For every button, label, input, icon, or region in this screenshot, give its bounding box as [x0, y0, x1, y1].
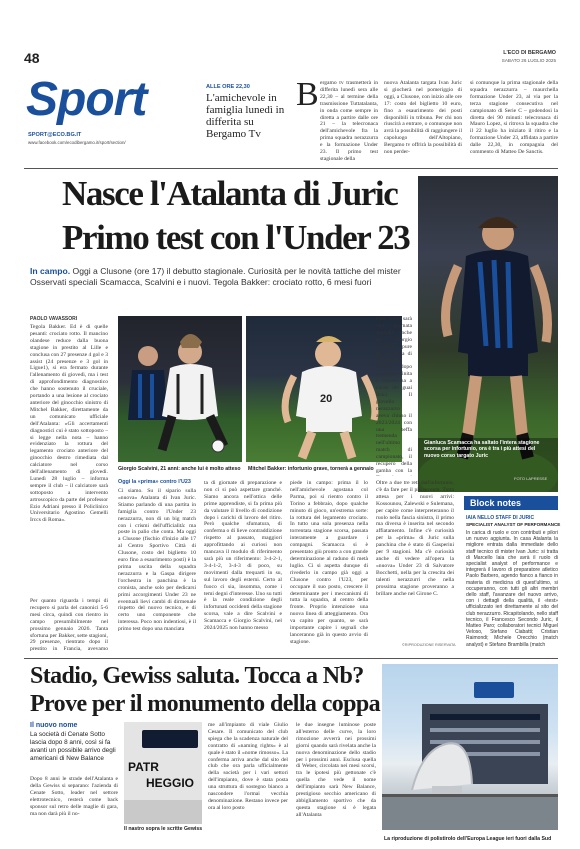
- teaser-dropcap: B: [296, 76, 319, 113]
- bottom-col3: le due insegne luminose poste all'esterno delle curve, la loro rimozione avverrà nei prossimi giorni quando sarà rivelata anche la nuova denominazione dello stadio per i prossimi anni. Esclusa quella di Weber, circolata nei mesi scorsi, tra le ipotesi più gettonate c'è quella che vede il nome dell'impianto sarà New Balance, prestigioso secchio americano di abbigliamento sportivo che da questa stagione si è legata all'Atalanta: [296, 722, 376, 818]
- tv-time: ALLE ORE 22,30: [206, 84, 250, 90]
- article-col5: Così come sarà una giornata speciale anche per Giorgio Scalvini, pure lui in cerca di immediato rilancio dopo un'annata finita e burrascosa a causa dei guai fisici. Il giovello nerazzurro aveva chiuso il 2023/2024 con una beffa tremenda nell'ultimo match di campionato, il recupero della gamba con la: [376, 316, 412, 474]
- scamacca-credit: FOTO LAPRESSE: [514, 476, 548, 481]
- article-col4: piede in campo: prima il lo nell'amichevole agostana col Parma, poi si rientro contro il Torino a febbraio, dopo qualche minuto di gioco, un'estrema sorte: la rottura del legamento crociato. In tutto una sola presenza nella torrentata stagione scorsa, passata interamente a guardare i compagni. Scamacca si è presentato giù pronto a con grande determinazione al raduno di metà luglio. Ci si aspetta dunque di rivederlo in campo già oggi a Clusone contro l'U23, per occupare il suo posto, crescere il determinante per i meccanismi di tutta la squadra, al centro della fronte. Proprio intenzione una nuova linea di atteggiamento. Ora va capito per quanto, se sarà importante capire i segnali che lanceranno già in questo avvio di stagione.: [290, 480, 368, 645]
- svg-text:20: 20: [320, 393, 333, 405]
- scalvini-figure: [118, 316, 242, 462]
- gewiss-sign-photo: [124, 722, 202, 824]
- headline-kicker: In campo.: [30, 266, 71, 276]
- block-notes-text: In carica di ruolo e con contributi e pilori un nuovo aggiunta. In casa Atalanta la migliore entrata dalla immediate dello staff tecnico di mister Ivan Juric: si tratta di Marcello Iaia che avrà il ruolo di specialist analyst of performance e integrerà il lavoro di preparatore atletico Paolo Barbero, agendo fianco a fianco in materia di medicina di quest'ultimo, si occuperanno, con tutti gli altri membri dello staff, l'avanzare del nuovo arrivo, con i dettagli della qualità, il «test» ufficializzato ieri direttamente al sito del club nerazzurro. Ricapitolando, nello staff tecnico, il Francesco Secondo Juric, il Matteo Paro; collaboratori tecnici Miguel Veloso, Stefano Ciabatti; Cristian Raimondi; Michele Orecchio (match analyst) e Stefano Brambilla (match: [466, 530, 558, 648]
- sign-panel: [124, 800, 202, 824]
- article-col1b: Per quanto riguarda i tempi di recupero si parla del canonici 5-6 mesi circa, quindi con rientro in campo presumibilmente nel prossimo gennaio 2026. Tanta sfortuna per Bakker, sette stagioni, 29 presenze, rientrato dopo il prestito in Francia, avevamo: [30, 598, 108, 652]
- section-title: Sport: [26, 73, 147, 126]
- tv-headline: L'amichevole in famiglia lunedì in differita su Bergamo Tv: [206, 92, 285, 140]
- copyright: ©RIPRODUZIONE RISERVATA: [402, 643, 456, 647]
- block-notes-subtitle: SPECIALIST ANALYST OF PERFORMANCE: [466, 522, 561, 527]
- scalvini-caption: Giorgio Scalvini, 21 anni: anche lui è molto atteso: [118, 466, 241, 472]
- article-col3: ta di giornate di preparazione e non ci si può aspettare granché. Siamo ancora nell'ottica delle prime apprendiste, si fa prima più da valutare il livello di condizione dopo i carichi di lavoro del ritiro. Però qualche sfumatura, di conferma o di lieve contraddizione rispetto al passato, maggiori approfittando ai curiosi non mancava il modulo di riferimento sarà più un riferimento: 3-4-2-1, 3-4-1-2, 3-4-3 di poco, su movimenti dalla trequarti in su, sul lavoro degli esterni. Certo al fuoco ci sia, insomma, come i temi degni d'interesse. Uno su tutti è la reale condizione degli infortunati occidenti della stagione scorsa, vale a dire Scalvini e Scamacca e Giorgio Scalvini, nel 2024/2025 non hanno messo: [204, 480, 282, 632]
- teaser-col1: ergamo tv trasmetterà in differita lunedì sera alle 22,30 – al termine della trasmissione Tuttatalanta, in onda come sempre in diretta a partire dalle ore 21 – la telecronaca dell'amichevole fra la prima squadra nerazzurra e la formazione Under 23. Il primo test stagionale della: [320, 80, 378, 162]
- page-date: SABATO 26 LUGLIO 2025: [501, 58, 556, 63]
- header-divider: [24, 168, 558, 169]
- bakker-caption: Mitchel Bakker: infortunio grave, tornerà a gennaio: [248, 466, 374, 472]
- section-facebook[interactable]: www.facebook.com/ecodibergamo.it/sport/section/: [28, 140, 126, 145]
- scalvini-photo: [118, 316, 242, 462]
- stadium-caption: La riproduzione di polistirolo dell'Europa League ieri fuori dalla Sud: [384, 836, 552, 842]
- bottom-col2: me all'impianto di viale Giulio Cesare. Il comunicato del club spiega che la scadenza naturale del contratto di «naming rights» è al quale è stato il «nome rimosso». La conferma arriva anche dal sito del club che ora parla ufficialmente della società per i vari settori dell'impianto, dove è stata posta una struttura di sostegno bianco a nascondere l'ormai vecchia denominazione. Restano invece per ora al loro posto: [208, 722, 288, 811]
- headline-deck-text: Oggi a Clusone (ore 17) il debutto stagionale. Curiosità per le novità tattiche del mister Osservati speciali Scamacca, Scalvini e i nuovi. Tegola Bakker: crociato rotto, 6 mesi fuori: [30, 266, 401, 287]
- sign-text-right: HEGGIO: [146, 776, 195, 790]
- stadium-photo: [382, 664, 558, 830]
- page-number: 48: [24, 50, 40, 66]
- stadium-sign-top: [142, 730, 198, 748]
- headline-line1: Nasce l'Atalanta di Juric: [62, 174, 398, 213]
- scamacca-photo: [418, 176, 558, 492]
- bottom-lead: La società di Cenate Sotto lascia dopo 8 anni, così si fa avanti un possibile arrivo degli americani di New Balance: [30, 731, 116, 762]
- headline-line2: Primo test con l'Under 23: [62, 218, 410, 257]
- bottom-lead-title: Il nuovo nome: [30, 722, 78, 729]
- block-notes-header: Block notes: [464, 496, 558, 510]
- article-col2: Ci siamo. Su il sipario sulla «nuova» Atalanta di Ivan Juric. Stiamo parlando di una partita in famiglia contro l'Under 23 nerazzurra, non di un big match con i crismi dell'ufficialità: ma poste in palio che conta. Ma oggi a Clusone (fischio d'inizio alle 17 al Centro Sportivo Città di Clusone, costo del biglietto 10 euro fino a esaurimento posti) è la prima uscita della squadra nerazzurra e la Gaspa dirigere l'orchestra in panchina è la cronista, anche solo per dedicarsi primi accorgimenti Under 23 ne eventuali lievi cambi di dirmenale rispetto del nuovo tecnico, e di certo uno componente che interessa. Poco non indentiosi, è il primo test dopo una manciata: [118, 488, 196, 633]
- section-email[interactable]: SPORT@ECO.BG.IT: [28, 132, 82, 138]
- paper-name: L'ECO DI BERGAMO: [503, 50, 556, 56]
- article-col1: Tegola Bakker. Ed è di quelle pesanti: crociato rotto. Il mancino olandese reduce dalla buona stagione in prestito al Lille e conclusa con 27 presenze 4 gol e 3 assist (24 presenze e 3 gol in Ligue1), si era fermato durante l'allenamento di giovedì, ma i test di approfondimento diagnostico che hanno sostenuto il cruciale, portando a una lesione al crociato anteriore del ginocchio sinistro di Mitchel Bakker, direttamente da un comunicato ufficiale dell'Atalanta: «Gli accertamenti diagnostici cui è stato sottoposto – si legge nella nota – hanno evidenziato la rottura del legamento crociato anteriore del ginocchio destro rimediata dal calciatore nel corso dell'allenamento di giovedì. Lunedì 28 luglio – informa sempre il club – il calciatore sarà sottoposto a intervento artroscopico da parte del professor Ezio Adriani presso il Policlinico Universitario Agostino Gemelli Irccs di Roma».: [30, 324, 108, 524]
- block-notes-title: IAIA NELLO STAFF DI JURIC: [466, 515, 535, 521]
- teaser-col3: si comunque la prima stagionale della squadra nerazzurra – maurchella formazione Under 23, al via per la terza stagione consecutiva nel campionato di Serie C – godendosi la diretta dei 90 minuti: telecronaca di Mauro Lopez, si ritrova la squadra che il 22 luglio ha iniziato il ritiro e la formazione Under 23, affidata a partire dalle 22,30, in compagnia del commento di Matteo De Sanctis.: [470, 80, 558, 156]
- article-col5-full: [376, 480, 454, 640]
- bottom-headline1: Stadio, Gewiss saluta. Tocca a Nb?: [30, 663, 364, 689]
- bottom-col1: Dopo 8 anni le strade dell'Atalanta e della Gewiss si separano: l'azienda di Cenate Sotto, leader nel settore elettrotecnico, resterà come back sponsor sul retro delle maglie di gara, ma non darà più il no-: [30, 776, 118, 817]
- article-kicker: Oggi la «prima» contro l'U23: [118, 479, 191, 485]
- byline: PAOLO VAVASSORI: [30, 316, 78, 322]
- section-divider: [24, 658, 558, 659]
- teaser-col2: nuova Atalanta targata Ivan Juric si giocherà nel pomeriggio di oggi, a Clusone, con inizio alle ore 17: costo del biglietto 10 euro, fino a esaurimento dei posti disponibili in tribuna. Per chi non riuscirà a entrare, o comunque non avrà la possibilità di raggiungere il capoluogo dell'Altopiano, Bergamo tv offrirà la possibilità di non perder-: [384, 80, 462, 156]
- stadium-illustration: [382, 664, 558, 830]
- headline-deck: [30, 266, 410, 288]
- sign-text-left: PATR: [128, 760, 159, 774]
- gewiss-caption: Il nastro sopra le scritte Gewiss: [124, 826, 203, 832]
- bottom-headline2: Prove per il monumento della coppa: [30, 691, 381, 717]
- article-col5b: Oltre a due tre reti dall'infortunio, c'è da fare per il più recente. Tutta attesa per i nuovi arrivi: Kossounou, Zalewski e Sulemana, per capire come interpreteranno il ruolo nella fascia sinistra, il primo ma diversa è inserita nel secondo affiatamento. Infine c'è curiosità per la «prima» di Juric sulla panchina che è stato di Gasperini per 9 stagioni. Ma c'è curiosità anche di vedere all'opera la «nuova» Under 23 di Salvatore Bocchetti, nella per la crescita dei talenti nerazzurri che nella prossima stagione proveranno a brillare anche nel Girone C.: [376, 480, 454, 597]
- scamacca-caption: Gianluca Scamacca ha saltato l'intera stagione scorsa per infortunio, ora è tra i più attesi del nuovo corso targato Juric: [424, 440, 540, 459]
